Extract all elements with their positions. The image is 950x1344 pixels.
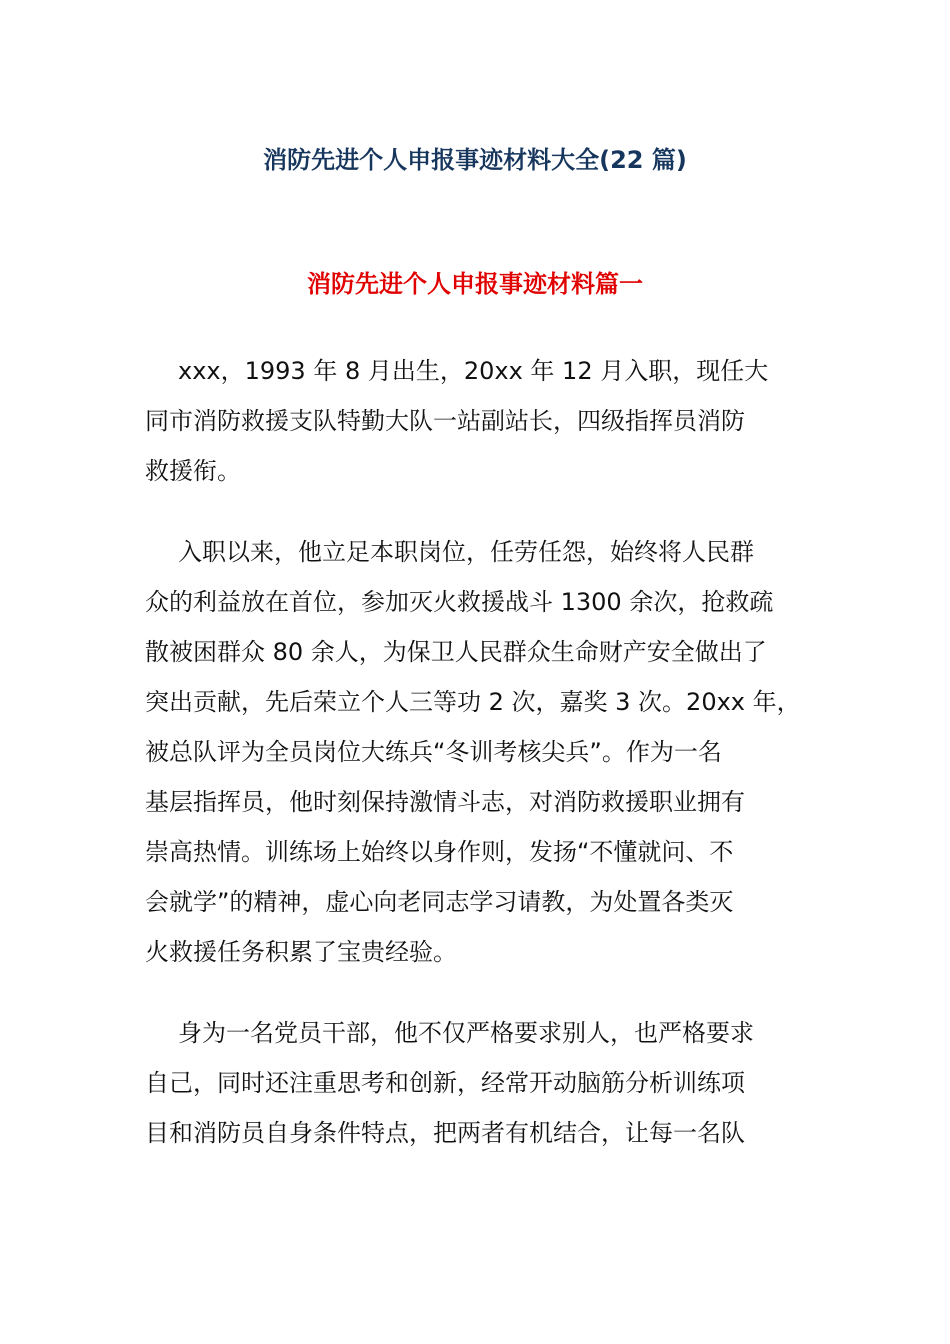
paragraph-line: 身为一名党员干部，他不仅严格要求别人，也严格要求 (178, 1019, 754, 1047)
section-title: 消防先进个人申报事迹材料篇一 (307, 270, 643, 298)
paragraph-line: 同市消防救援支队特勤大队一站副站长，四级指挥员消防 (145, 407, 745, 435)
paragraph-line: 基层指挥员，他时刻保持激情斗志，对消防救援职业拥有 (145, 788, 745, 816)
paragraph-line: 被总队评为全员岗位大练兵“冬训考核尖兵”。作为一名 (145, 738, 722, 766)
paragraph-line: 救援衔。 (145, 457, 241, 485)
paragraph-line: 入职以来，他立足本职岗位，任劳任怨，始终将人民群 (178, 538, 754, 566)
paragraph-line: 自己，同时还注重思考和创新，经常开动脑筋分析训练项 (145, 1069, 745, 1097)
paragraph-2 (145, 527, 825, 977)
paragraph-line: 众的利益放在首位，参加灭火救援战斗 1300 余次，抢救疏 (145, 588, 774, 616)
paragraph-line: 目和消防员自身条件特点，把两者有机结合，让每一名队 (145, 1119, 745, 1147)
paragraph-line: xxx，1993 年 8 月出生，20xx 年 12 月入职，现任大 (178, 357, 769, 385)
paragraph-line: 崇高热情。训练场上始终以身作则，发扬“不懂就问、不 (145, 838, 734, 866)
paragraph-1 (145, 346, 825, 496)
document-title: 消防先进个人申报事迹材料大全(22 篇) (263, 146, 687, 174)
paragraph-line: 散被困群众 80 余人，为保卫人民群众生命财产安全做出了 (145, 638, 767, 666)
document-body (145, 346, 825, 1189)
paragraph-line: 突出贡献，先后荣立个人三等功 2 次，嘉奖 3 次。20xx 年， (145, 688, 801, 716)
paragraph-3 (145, 1008, 825, 1158)
paragraph-line: 会就学”的精神，虚心向老同志学习请教，为处置各类灭 (145, 888, 734, 916)
paragraph-line: 火救援任务积累了宝贵经验。 (145, 938, 457, 966)
